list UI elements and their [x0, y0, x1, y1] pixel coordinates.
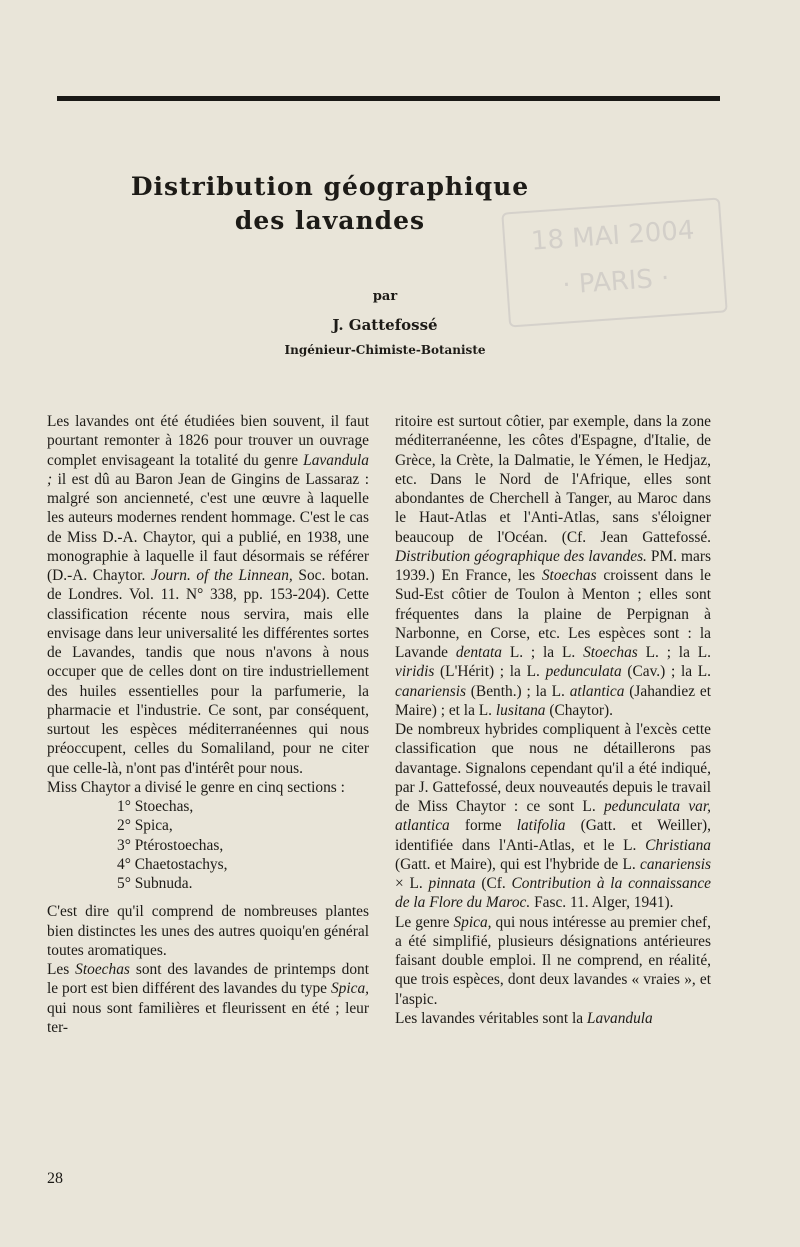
left-column — [47, 412, 369, 1037]
author-name: J. Gattefossé — [332, 316, 438, 334]
section-item: 5° Subnuda. — [117, 875, 193, 892]
hybrids-paragraph: De nombreux hybrides compliquent à l'excès cette classification que nous ne détaillerons pas davantage. Signalons cependant qu'il a été indiqué, par J. Gattefossé, deux nouveautés depuis le travail de Miss Chaytor : ce sont L. pedunculata var, atlantica forme latifolia (Gatt. et Weiller), identifiée dans l'Anti-Atlas, et le L. Christiana (Gatt. et Maire), qui est l'hybride de L. canariensis × L. pinnata (Cf. Contribution à la connaissance de la Flore du Maroc. Fasc. 11. Alger, 1941). — [395, 721, 712, 912]
spica-paragraph: Le genre Spica, qui nous intéresse au premier chef, a été simplifié, plusieurs désignations antérieures faisant double emploi. Il ne comprend, en réalité, que trois espèces, dont deux lavandes « vraies », et l'aspic. — [395, 913, 712, 1008]
author-role: Ingénieur-Chimiste-Botaniste — [284, 343, 486, 357]
stoechas-paragraph: Les Stoechas sont des lavandes de printemps dont le port est bien différent des lavandes du type Spica, qui nous sont familières et fleurissent en été ; leur ter- — [47, 961, 369, 1036]
after-sections-paragraph: C'est dire qu'il comprend de nombreuses plantes bien distinctes les unes des autres quoiqu'en général toutes aromatiques. — [47, 903, 369, 959]
article-title — [0, 170, 660, 238]
section-item: 2° Spica, — [117, 817, 173, 835]
section-item: 4° Chaetostachys, — [117, 855, 228, 873]
sections-intro: Miss Chaytor a divisé le genre en cinq sections : — [47, 778, 345, 796]
sections-list — [117, 797, 369, 893]
territory-paragraph: ritoire est surtout côtier, par exemple, dans la zone méditerranéenne, les côtes d'Espagne, d'Italie, de Grèce, la Crète, la Dalmatie, le Yémen, le Hedjaz, etc. Dans le Nord de l'Afrique, elles sont abondantes de Cherchell à Tanger, au Maroc dans le Haut-Atlas et l'Anti-Atlas, sans s'éloigner beaucoup de l'Océan. (Cf. Jean Gattefossé. Distribution géographique des lavandes. PM. mars 1939.) En France, les Stoechas croissent dans le Sud-Est côtier de Toulon à Menton ; elles sont fréquentes dans la plaine de Perpignan à Narbonne, en Corse, etc. Les espèces sont : la Lavande dentata L. ; la L. Stoechas L. ; la L. viridis (L'Hérit) ; la L. pedunculata (Cav.) ; la L. canariensis (Benth.) ; la L. atlantica (Jahandiez et Maire) ; et la L. lusitana (Chaytor). — [395, 413, 712, 719]
byline-par: par — [372, 289, 398, 304]
library-stamp-watermark: 18 MAI 2004 · PARIS · — [501, 198, 727, 328]
intro-paragraph: Les lavandes ont été étudiées bien souvent, il faut pourtant remonter à 1826 pour trouver un ouvrage complet envisageant la totalité du genre Lavandula ; il est dû au Baron Jean de Gingins de Lassaraz : malgré son ancienneté, c'est une œuvre à laquelle les auteurs modernes rendent hommage. C'est le cas de Miss D.-A. Chaytor, qui a publié, en 1938, une monographie à laquelle il faut désormais se référer (D.-A. Chaytor. Journ. of the Linnean, Soc. botan. de Londres. Vol. 11. N° 338, pp. 153-204). Cette classification récente nous servira, mais elle envisage dans leur universalité les différentes sortes de Lavandes, tandis que nous n'avons à nous occuper que de celles dont on tire industriellement des huiles essentielles pour la parfumerie, la pharmacie et l'industrie. Ce sont, par conséquent, surtout les espèces méditerranéennes qui nous préoccupent, celles du Somaliland, pour ne citer que celle-là, n'ont pas d'intérêt pour nous. — [47, 413, 370, 777]
true-lavenders-paragraph: Les lavandes véritables sont la Lavandula — [395, 1009, 653, 1027]
title-line-2: des lavandes — [234, 206, 426, 235]
title-line-1: Distribution géographique — [130, 172, 530, 201]
header-rule — [57, 96, 720, 101]
section-item: 3° Ptérostoechas, — [117, 836, 224, 854]
right-column — [395, 412, 711, 1028]
page-number: 28 — [47, 1170, 63, 1187]
section-item: 1° Stoechas, — [117, 798, 194, 815]
